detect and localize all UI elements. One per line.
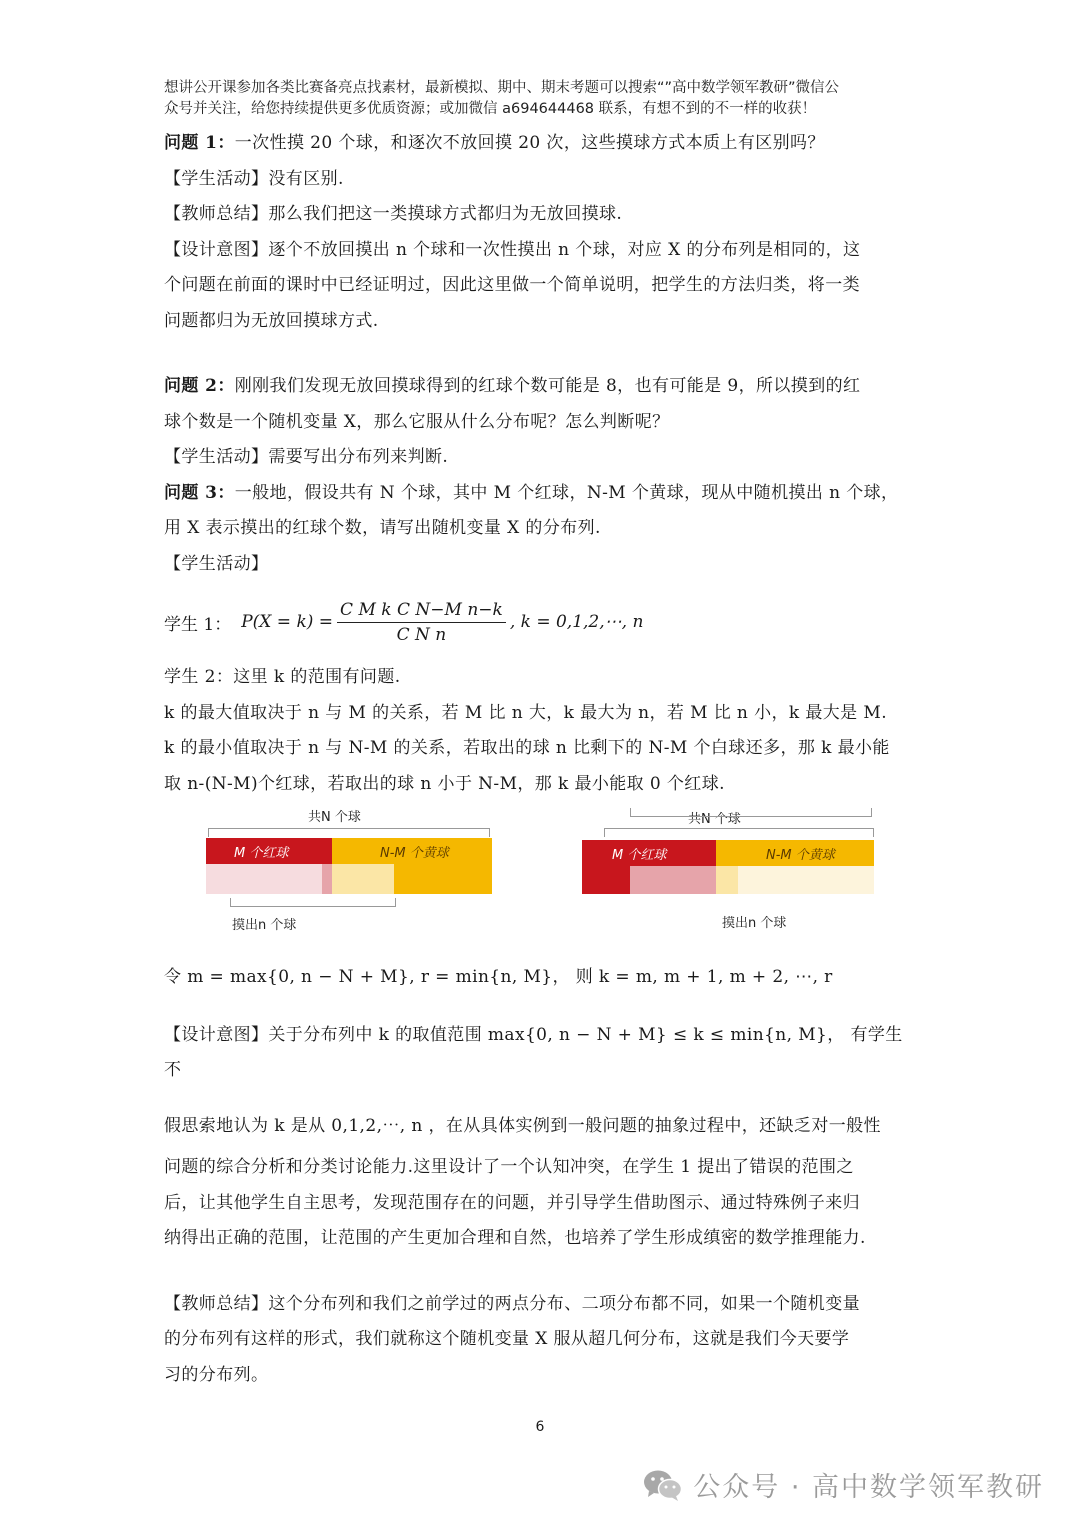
question-2-text: 刚刚我们发现无放回摸球得到的红球个数可能是 8，也有可能是 9，所以摸到的红 — [234, 376, 861, 396]
design-intent-2-line-4: 后，让其他学生自主思考，发现范围存在的问题，并引导学生借助图示、通过特殊例子来归 — [164, 1192, 860, 1213]
formula-denominator: C N n — [396, 624, 447, 645]
design-intent-2-line-1: 【设计意图】关于分布列中 k 的取值范围 max{0, n − N + M} ≤ k ≤ min{n, M}， 有学生不 — [164, 1024, 903, 1080]
drawn-bracket — [630, 808, 872, 817]
question-2-line-2: 球个数是一个随机变量 X，那么它服从什么分布呢？怎么判断呢？ — [164, 411, 670, 432]
formula-rhs: , k = 0,1,2,⋯, n — [509, 612, 644, 632]
remaining-yellow-region — [738, 866, 874, 894]
design-intent-1-line-2: 个问题在前面的课时中已经证明过，因此这里做一个简单说明，把学生的方法归类，将一类 — [164, 275, 860, 295]
promo-line-1: 想讲公开课参加各类比赛备亮点找素材，最新模拟、期中、期末考题可以搜索“”高中数学领军教研”微信公 — [164, 80, 840, 96]
teacher-summary-2-line-3: 习的分布列。 — [164, 1364, 269, 1385]
red-balls-label: M 个红球 — [612, 848, 667, 863]
drawn-yellow-region — [716, 866, 738, 894]
question-3-line-1 — [164, 476, 916, 512]
student-2-remark: 学生 2：这里 k 的范围有问题. — [164, 667, 401, 687]
formula-fraction — [337, 600, 506, 645]
min-value-explanation-line-2: 取 n-(N-M)个红球，若取出的球 n 小于 N-M，那 k 最小能取 0 个红球. — [164, 773, 725, 794]
student-activity-1: 【学生活动】没有区别. — [164, 168, 344, 189]
student-1-label: 学生 1： — [164, 614, 232, 635]
student-activity-2: 【学生活动】需要写出分布列来判断. — [164, 447, 449, 467]
ball-diagrams — [164, 808, 916, 958]
drawn-red-edge — [322, 864, 332, 894]
promo-line-2: 众号并关注，给您持续提供更多优质资源；或加微信 a694644468 联系，有想不到的不一样的收获！ — [164, 101, 817, 117]
question-2-label: 问题 2： — [164, 376, 235, 396]
max-value-explanation: k 的最大值取决于 n 与 M 的关系，若 M 比 n 大，k 最大为 n，若 M 比 n 小，k 最大是 M. — [164, 702, 887, 723]
remaining-yellow-region — [394, 864, 492, 894]
student-activity-3: 【学生活动】 — [164, 553, 269, 574]
design-intent-2-line-2: 假思索地认为 k 是从 0,1,2,⋯, n ，在从具体实例到一般问题的抽象过程中，还缺乏对一般性 — [164, 1115, 881, 1136]
total-balls-label: 共N 个球 — [308, 810, 361, 825]
drawn-red-region — [630, 866, 716, 894]
ball-diagram-case-2 — [582, 808, 882, 948]
teacher-summary-1: 【教师总结】那么我们把这一类摸球方式都归为无放回摸球. — [164, 204, 623, 224]
drawn-bracket — [230, 898, 396, 907]
design-intent-2-line-5: 纳得出正确的范围，让范围的产生更加合理和自然，也培养了学生形成缜密的数学推理能力. — [164, 1228, 866, 1248]
wechat-icon — [643, 1468, 683, 1502]
hypergeometric-formula — [164, 586, 916, 658]
question-3-label: 问题 3： — [164, 482, 235, 503]
range-definition: 令 m = max{0, n − N + M}, r = min{n, M}， 则 k = m, m + 1, m + 2, ⋯, r — [164, 967, 833, 987]
total-bracket — [604, 828, 874, 837]
design-intent-1-line-3: 问题都归为无放回摸球方式. — [164, 310, 379, 331]
page-number: 6 — [535, 1419, 545, 1435]
question-1 — [164, 126, 916, 162]
total-bracket — [208, 828, 490, 837]
yellow-balls-label: N-M 个黄球 — [766, 848, 835, 863]
wechat-account-footer — [643, 1465, 1044, 1504]
drawn-balls-label: 摸出n 个球 — [232, 918, 297, 933]
teacher-summary-2-line-2: 的分布列有这样的形式，我们就称这个随机变量 X 服从超几何分布，这就是我们今天要学 — [164, 1329, 850, 1349]
formula-numerator: C M k C N−M n−k — [337, 600, 506, 623]
drawn-balls-label: 摸出n 个球 — [722, 916, 787, 931]
remaining-red-region — [582, 866, 630, 894]
question-3-line-2: 用 X 表示摸出的红球个数，请写出随机变量 X 的分布列. — [164, 518, 601, 538]
question-1-label: 问题 1： — [164, 133, 235, 153]
ball-diagram-case-1 — [206, 808, 506, 948]
drawn-yellow-region — [332, 864, 394, 894]
document-page — [164, 78, 916, 1393]
drawn-red-region — [206, 864, 322, 894]
question-1-text: 一次性摸 20 个球，和逐次不放回摸 20 次，这些摸球方式本质上有区别吗？ — [234, 133, 825, 153]
total-balls-label: 共N 个球 — [688, 812, 741, 827]
teacher-summary-2-line-1: 【教师总结】这个分布列和我们之前学过的两点分布、二项分布都不同，如果一个随机变量 — [164, 1293, 860, 1314]
wechat-account-name: 公众号 · 高中数学领军教研 — [693, 1472, 1044, 1503]
red-balls-label: M 个红球 — [234, 846, 289, 861]
formula-lhs: P(X = k) = — [241, 612, 334, 632]
question-2-line-1 — [164, 369, 916, 405]
question-3-text: 一般地，假设共有 N 个球，其中 M 个红球，N-M 个黄球，现从中随机摸出 n 个球， — [234, 482, 899, 503]
min-value-explanation-line-1: k 的最小值取决于 n 与 N-M 的关系，若取出的球 n 比剩下的 N-M 个白球还多，那 k 最小能 — [164, 738, 890, 758]
promo-header-note — [164, 78, 916, 120]
yellow-balls-label: N-M 个黄球 — [380, 846, 449, 861]
design-intent-1-line-1: 【设计意图】逐个不放回摸出 n 个球和一次性摸出 n 个球，对应 X 的分布列是相同的，这 — [164, 239, 861, 260]
design-intent-2-line-3: 问题的综合分析和分类讨论能力.这里设计了一个认知冲突，在学生 1 提出了错误的范围之 — [164, 1157, 854, 1177]
